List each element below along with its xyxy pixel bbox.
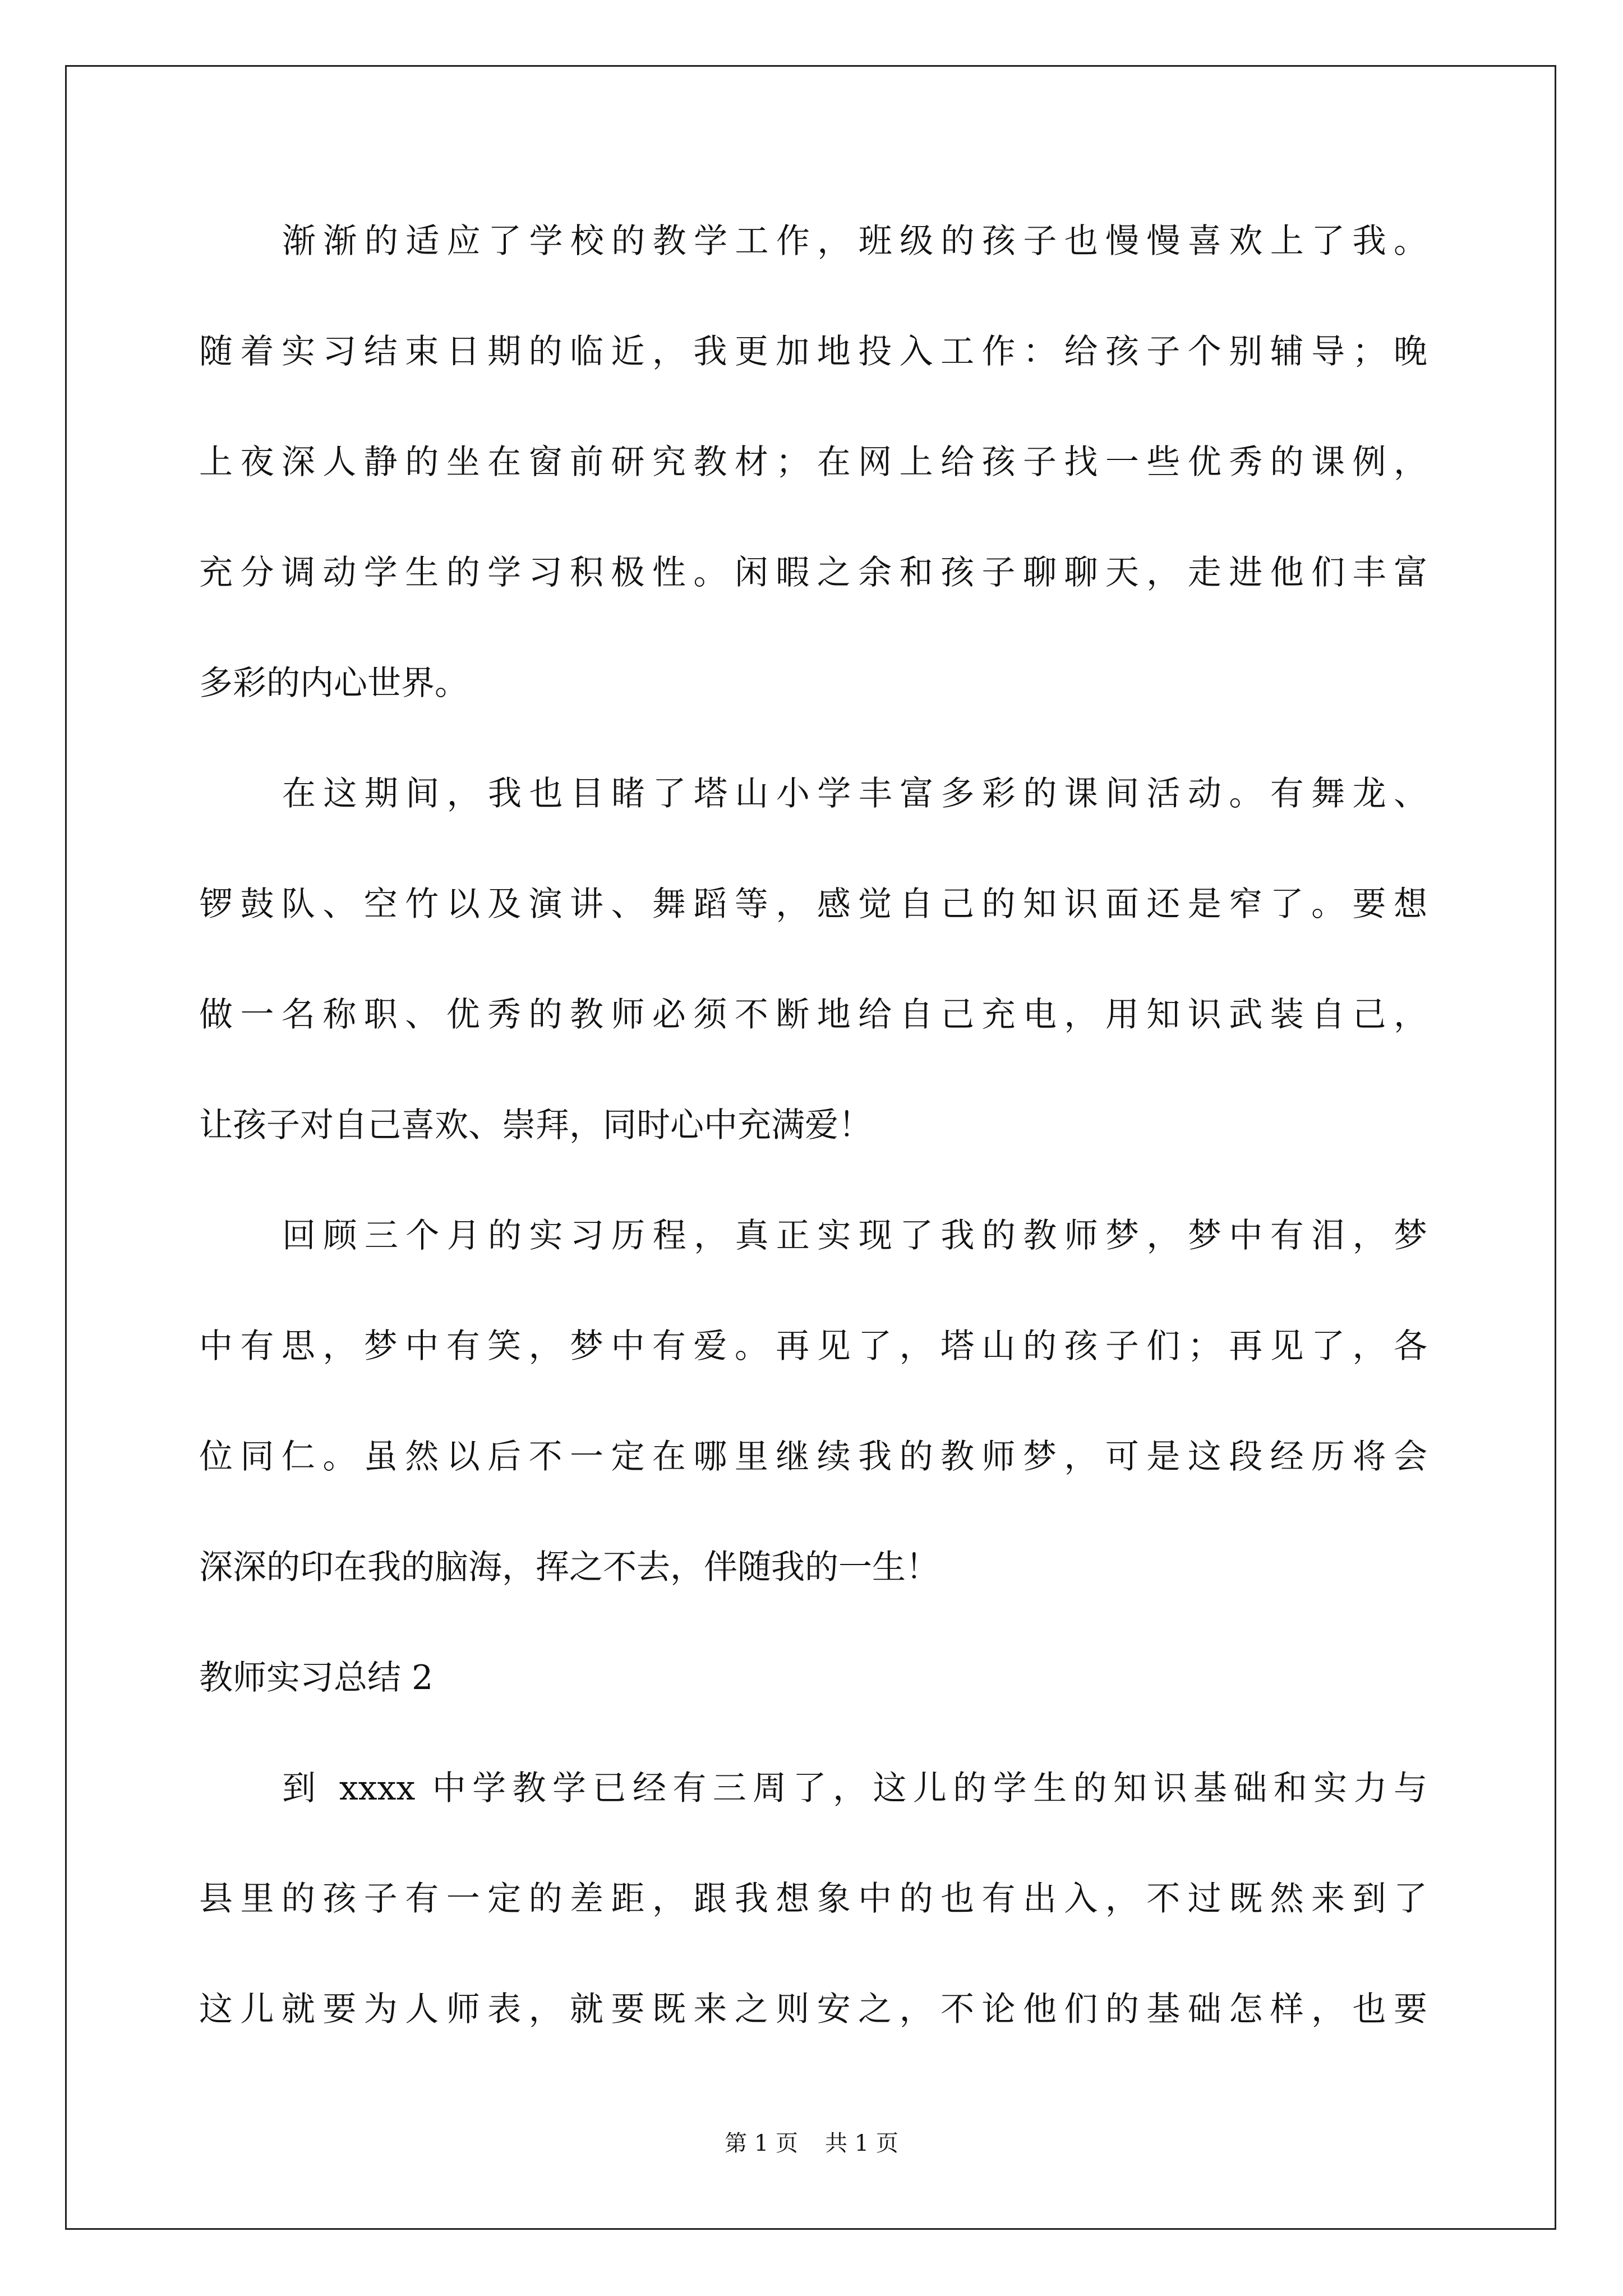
page-total: 共 1 页 <box>825 2131 898 2156</box>
text-line: 随着实习结束日期的临近，我更加地投入工作：给孩子个别辅导；晚 <box>199 332 1427 371</box>
document-body <box>199 213 1427 2092</box>
text-line: 县里的孩子有一定的差距，跟我想象中的也有出入，不过既然来到了 <box>199 1879 1427 1918</box>
text-line: 这儿就要为人师表，就要既来之则安之，不论他们的基础怎样，也要 <box>199 1990 1427 2029</box>
section-heading: 教师实习总结 2 <box>199 1658 434 1697</box>
text-line: 中有思，梦中有笑，梦中有爱。再见了，塔山的孩子们；再见了，各 <box>199 1327 1427 1366</box>
page-footer <box>0 2129 1623 2157</box>
text-line: 渐渐的适应了学校的教学工作，班级的孩子也慢慢喜欢上了我。 <box>282 222 1427 261</box>
text-line: 回顾三个月的实习历程，真正实现了我的教师梦，梦中有泪，梦 <box>282 1216 1427 1255</box>
text-line: 让孩子对自己喜欢、崇拜，同时心中充满爱！ <box>199 1106 872 1145</box>
page-number: 第 1 页 <box>725 2131 798 2156</box>
text-line: 深深的印在我的脑海，挥之不去，伴随我的一生！ <box>199 1548 939 1587</box>
text-line: 位同仁。虽然以后不一定在哪里继续我的教师梦，可是这段经历将会 <box>199 1437 1427 1476</box>
text-line: 锣鼓队、空竹以及演讲、舞蹈等，感觉自己的知识面还是窄了。要想 <box>199 885 1427 924</box>
text-line: 在这期间，我也目睹了塔山小学丰富多彩的课间活动。有舞龙、 <box>282 774 1427 813</box>
text-line: 做一名称职、优秀的教师必须不断地给自己充电，用知识武装自己， <box>199 995 1427 1034</box>
text-line: 充分调动学生的学习积极性。闲暇之余和孩子聊聊天，走进他们丰富 <box>199 553 1427 592</box>
text-line: 到 xxxx 中学教学已经有三周了，这儿的学生的知识基础和实力与 <box>282 1769 1427 1808</box>
text-line: 上夜深人静的坐在窗前研究教材；在网上给孩子找一些优秀的课例， <box>199 443 1427 482</box>
text-line: 多彩的内心世界。 <box>199 664 468 703</box>
